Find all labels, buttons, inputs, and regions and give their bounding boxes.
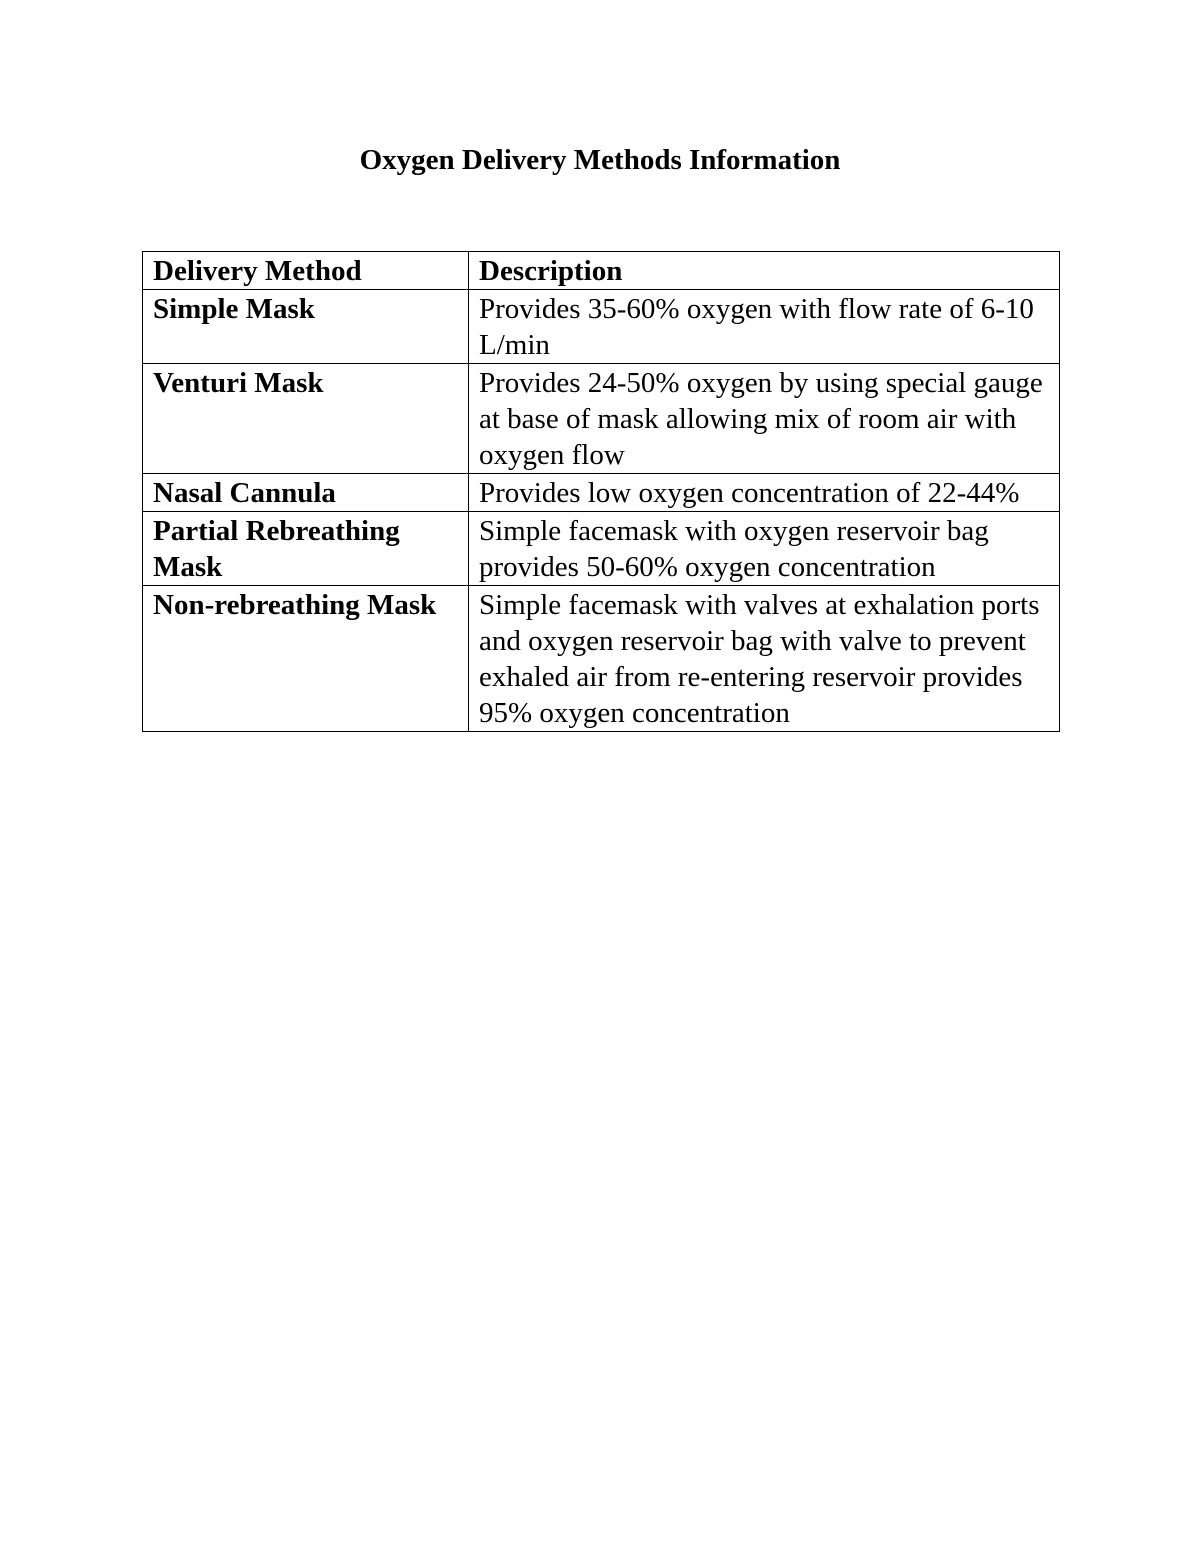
table-row xyxy=(143,474,1060,512)
document-title: Oxygen Delivery Methods Information xyxy=(359,144,841,176)
table-row xyxy=(143,290,1060,364)
column-header-description: Description xyxy=(469,252,1060,290)
table-row xyxy=(143,512,1060,586)
method-cell: Partial Rebreathing Mask xyxy=(143,512,469,586)
description-cell: Provides low oxygen concentration of 22-44% xyxy=(469,474,1060,512)
table-header-row xyxy=(143,252,1060,290)
description-cell: Provides 24-50% oxygen by using special gauge at base of mask allowing mix of room air with oxygen flow xyxy=(469,364,1060,474)
method-cell: Venturi Mask xyxy=(143,364,469,474)
method-cell: Simple Mask xyxy=(143,290,469,364)
method-cell: Non-rebreathing Mask xyxy=(143,586,469,732)
table-row xyxy=(143,586,1060,732)
oxygen-delivery-table xyxy=(142,251,1060,732)
description-cell: Simple facemask with oxygen reservoir bag provides 50-60% oxygen concentration xyxy=(469,512,1060,586)
description-cell: Provides 35-60% oxygen with flow rate of 6-10 L/min xyxy=(469,290,1060,364)
description-cell: Simple facemask with valves at exhalation ports and oxygen reservoir bag with valve to prevent exhaled air from re-entering reservoir provides 95% oxygen concentration xyxy=(469,586,1060,732)
table-row xyxy=(143,364,1060,474)
column-header-delivery-method: Delivery Method xyxy=(143,252,469,290)
method-cell: Nasal Cannula xyxy=(143,474,469,512)
